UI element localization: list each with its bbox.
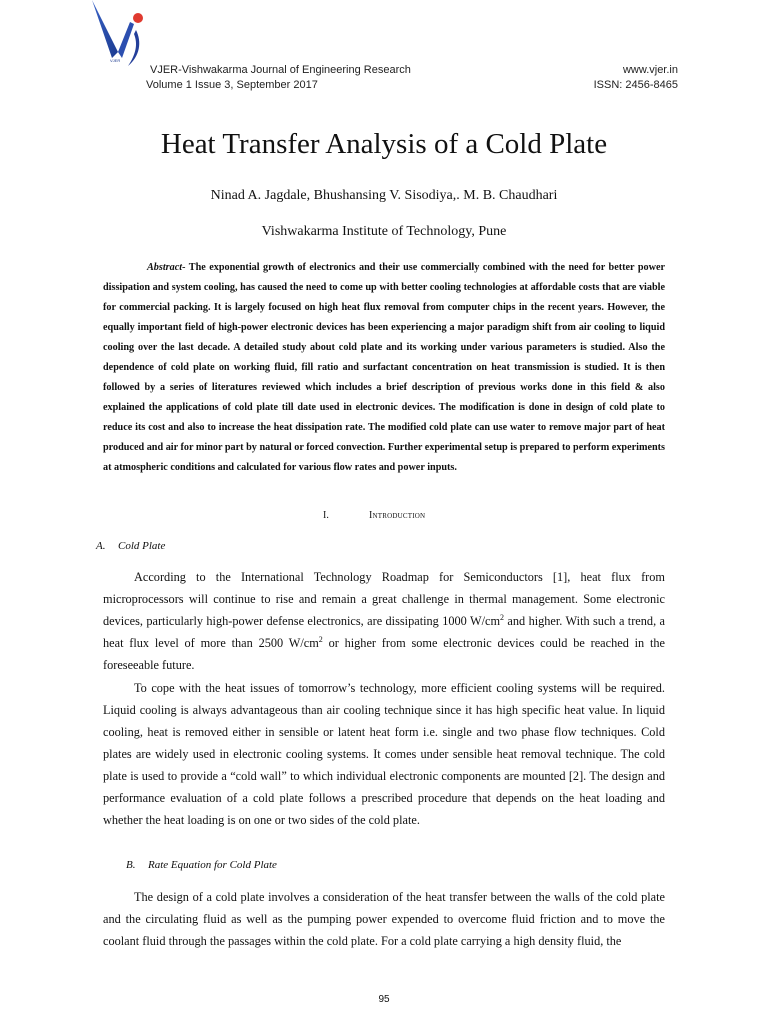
paragraph-text: According to the International Technology Roadmap for Semiconductors [1], heat flux from microprocessors will continue to rise and remain a great challenge in thermal management. Some electronic devices, particularly high-power defense electronics, are dissipating 1000 W/cm (103, 570, 665, 628)
volume-issue: Volume 1 Issue 3, September 2017 (146, 79, 318, 91)
logo-text: VJER (110, 58, 121, 63)
superscript: 2 (318, 634, 323, 644)
journal-website[interactable]: www.vjer.in (622, 64, 678, 76)
subsection-title: Cold Plate (118, 540, 166, 552)
paragraph-text: and higher. With such a trend, a heat flux level of more than 2500 W/cm (103, 614, 665, 650)
journal-header-right (594, 63, 678, 93)
journal-name: VJER-Vishwakarma Journal of Engineering Research (150, 64, 411, 76)
paragraph-text: To cope with the heat issues of tomorrow’s technology, more efficient cooling systems will be required. Liquid cooling is always advantageous than air cooling technique since it has high specific heat value. In liquid cooling, heat is removed either in sensible or latent heat form i.e. single and two phase flow techniques. Cold plates are widely used in electronic cooling systems. It comes under sensible heat removal technique. The cold plate is used to provide a “cold wall” to which individual electronic components are mounted [2]. The design and performance evaluation of a cold plate follows a prescribed procedure that depends on the heat loading and whether the heat loading is on one or two sides of the cold plate. (103, 681, 665, 827)
superscript: 2 (500, 612, 505, 622)
subsection-title: Rate Equation for Cold Plate (148, 859, 277, 871)
paragraph-text: or higher from some electronic devices could be reached in the foreseeable future. (103, 636, 666, 672)
journal-header (146, 63, 411, 93)
paper-title: Heat Transfer Analysis of a Cold Plate (160, 128, 608, 160)
paper-affiliation: Vishwakarma Institute of Technology, Pune (261, 224, 507, 239)
paragraph-3 (103, 886, 665, 952)
section-name: Introduction (369, 510, 426, 521)
paragraph-2 (103, 677, 665, 831)
subsection-letter: A. (96, 540, 106, 552)
issn: ISSN: 2456-8465 (593, 79, 678, 91)
subsection-heading-a (96, 540, 165, 552)
section-number: I. (323, 510, 329, 521)
paragraph-1 (103, 566, 665, 676)
abstract-text: The exponential growth of electronics and their use commercially combined with the need for better power dissipation and system cooling, has caused the need to come up with better cooling technologies at affordable costs that are viable for commercial packing. It is largely focused on high heat flux removal from computer chips in the recent years. However, the equally important field of high-power electronic devices has been experiencing a major paradigm shift from air cooling to liquid cooling over the last decade. A detailed study about cold plate and its working under various parameters is studied. Also the dependence of cold plate on working fluid, fill ratio and surfactant concentration on heat transmission is studied. It is then followed by a series of literatures reviewed which includes a brief description of previous works done in this field & also explained the applications of cold plate till date used in electronic devices. The modification is done in design of cold plate to reduce its cost and also to increase the heat dissipation rate. The modified cold plate can use water to remove major part of heat produced and air for minor part by natural or forced convection. Further experimental setup is prepared to perform experiments at atmospheric conditions and calculated for various flow rates and power inputs. (103, 262, 665, 473)
page-number: 95 (378, 994, 390, 1005)
vjer-logo (88, 0, 154, 70)
paragraph-text: The design of a cold plate involves a consideration of the heat transfer between the walls of the cold plate and the circulating fluid as well as the pumping power expended to overcome fluid friction and to move the coolant fluid through the passages within the cold plate. For a cold plate carrying a high density fluid, the (103, 890, 665, 948)
paper-authors: Ninad A. Jagdale, Bhushansing V. Sisodiya,. M. B. Chaudhari (210, 188, 558, 203)
abstract (103, 258, 665, 478)
subsection-heading-b (126, 859, 277, 871)
abstract-label: Abstract- (147, 262, 186, 273)
subsection-letter: B. (126, 859, 136, 871)
